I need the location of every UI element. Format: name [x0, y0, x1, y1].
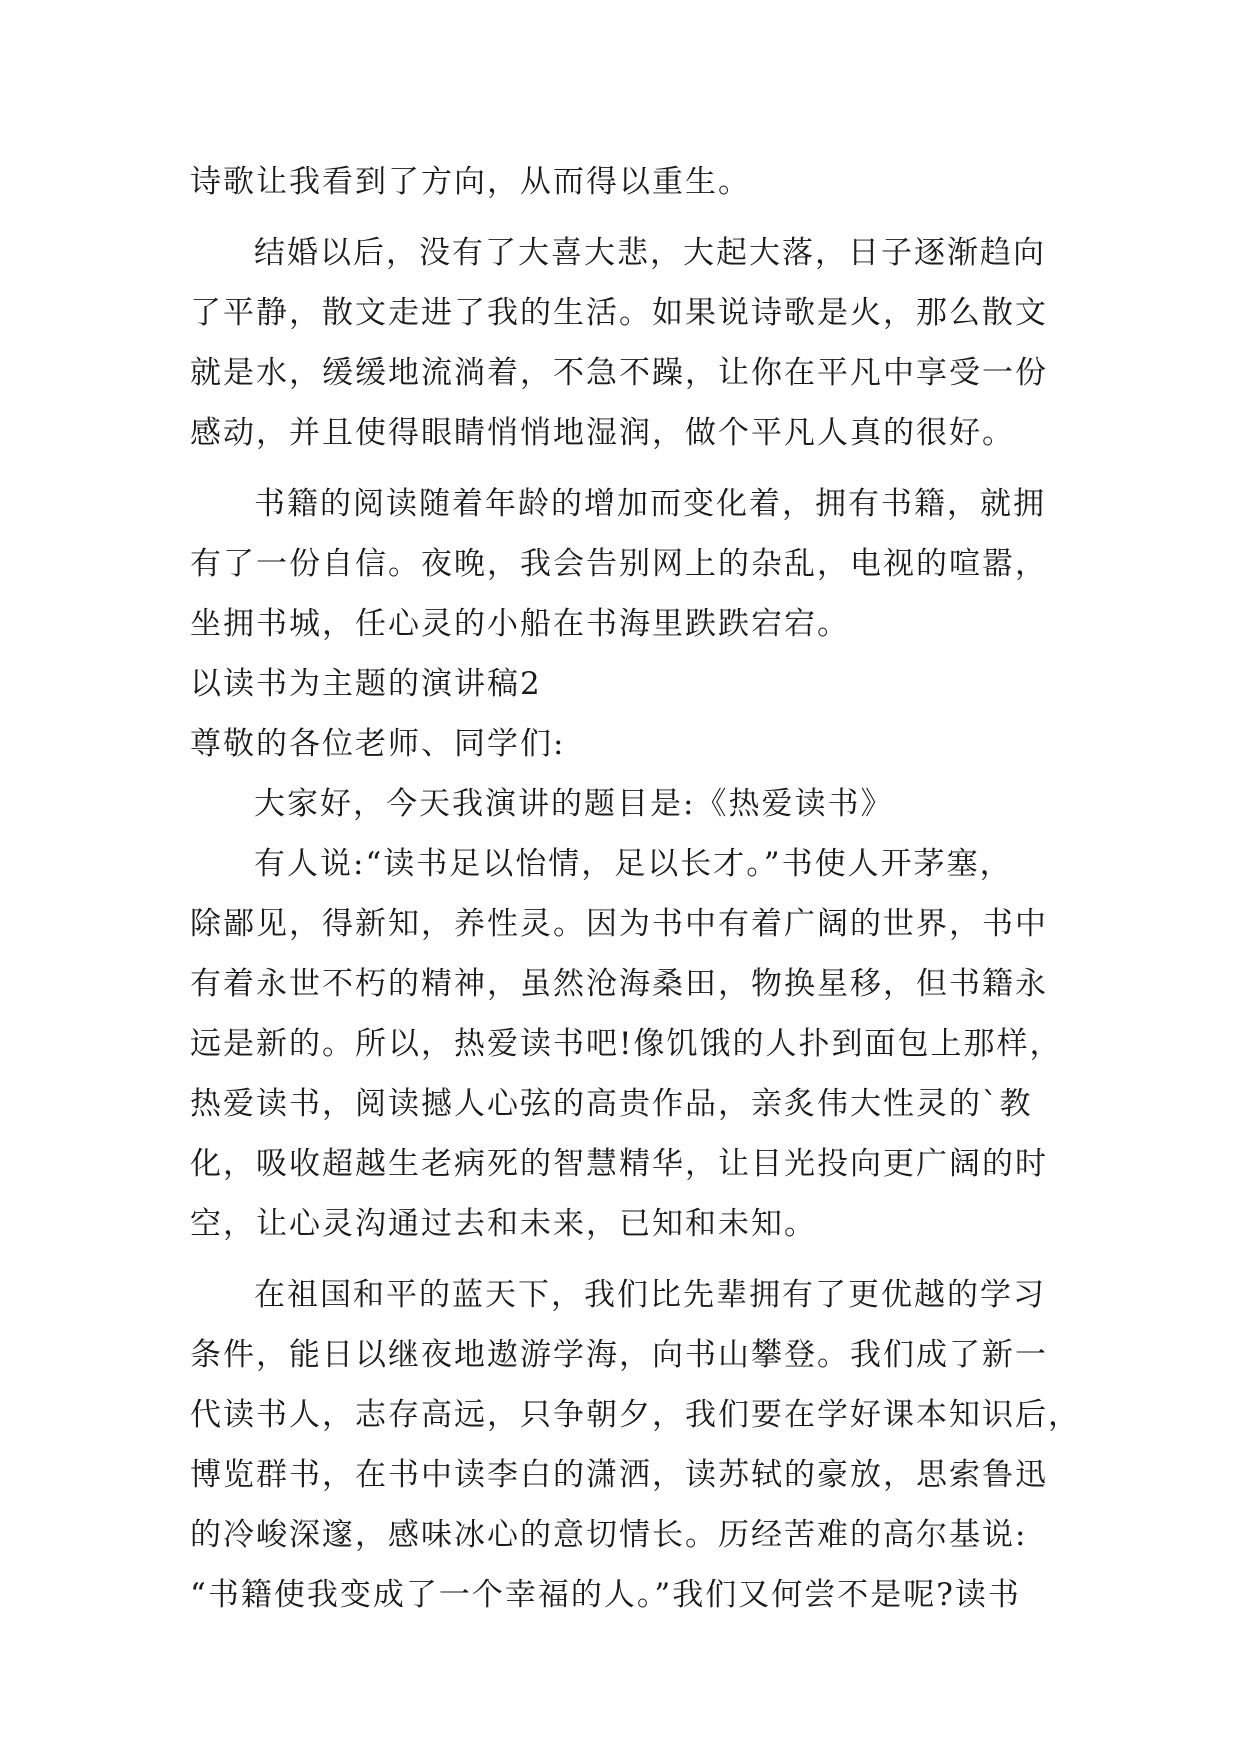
text-line: 有着永世不朽的精神，虽然沧海桑田，物换星移，但书籍永: [190, 966, 1048, 1002]
text-line: 结婚以后，没有了大喜大悲，大起大落，日子逐渐趋向: [254, 235, 1046, 271]
text-line: 了平静，散文走进了我的生活。如果说诗歌是火，那么散文: [190, 295, 1048, 331]
text-line: 诗歌让我看到了方向，从而得以重生。: [190, 164, 751, 200]
text-line: “书籍使我变成了一个幸福的人。”我们又何尝不是呢?读书: [190, 1577, 1021, 1613]
text-line: 代读书人，志存高远，只争朝夕，我们要在学好课本知识后，: [190, 1397, 1081, 1433]
text-line: 在祖国和平的蓝天下，我们比先辈拥有了更优越的学习: [254, 1277, 1046, 1313]
paragraph: [190, 834, 1063, 1254]
document-body: [190, 152, 1081, 1625]
text-line: 远是新的。所以，热爱读书吧!像饥饿的人扑到面包上那样，: [190, 1026, 1063, 1062]
paragraph: [190, 474, 1050, 654]
salutation: 尊敬的各位老师、同学们:: [190, 726, 566, 762]
text-line: 有了一份自信。夜晚，我会告别网上的杂乱，电视的喧嚣，: [190, 546, 1048, 582]
intro-line: 大家好，今天我演讲的题目是:《热爱读书》: [254, 786, 894, 822]
paragraph: [190, 223, 1050, 463]
text-line: 热爱读书，阅读撼人心弦的高贵作品，亲炙伟大性灵的`教: [190, 1086, 1033, 1122]
paragraph: [190, 152, 1050, 212]
text-line: 博览群书，在书中读李白的潇洒，读苏轼的豪放，思索鲁迅: [190, 1457, 1048, 1493]
text-line: 坐拥书城，任心灵的小船在书海里跌跌宕宕。: [190, 606, 850, 642]
text-line: 空，让心灵沟通过去和未来，已知和未知。: [190, 1206, 817, 1242]
text-line: 书籍的阅读随着年龄的增加而变化着，拥有书籍，就拥: [254, 486, 1046, 522]
text-line: 除鄙见，得新知，养性灵。因为书中有着广阔的世界，书中: [190, 906, 1048, 942]
text-line: 就是水，缓缓地流淌着，不急不躁，让你在平凡中享受一份: [190, 355, 1048, 391]
text-line: 有人说:“读书足以怡情，足以长才。”书使人开茅塞，: [254, 846, 1013, 882]
text-line: 的冷峻深邃，感味冰心的意切情长。历经苦难的高尔基说:: [190, 1517, 1028, 1553]
paragraph: [190, 1265, 1081, 1625]
section-heading: 以读书为主题的演讲稿2: [190, 666, 542, 702]
text-line: 感动，并且使得眼睛悄悄地湿润，做个平凡人真的很好。: [190, 415, 1015, 451]
text-line: 条件，能日以继夜地遨游学海，向书山攀登。我们成了新一: [190, 1337, 1048, 1373]
text-line: 化，吸收超越生老病死的智慧精华，让目光投向更广阔的时: [190, 1146, 1048, 1182]
